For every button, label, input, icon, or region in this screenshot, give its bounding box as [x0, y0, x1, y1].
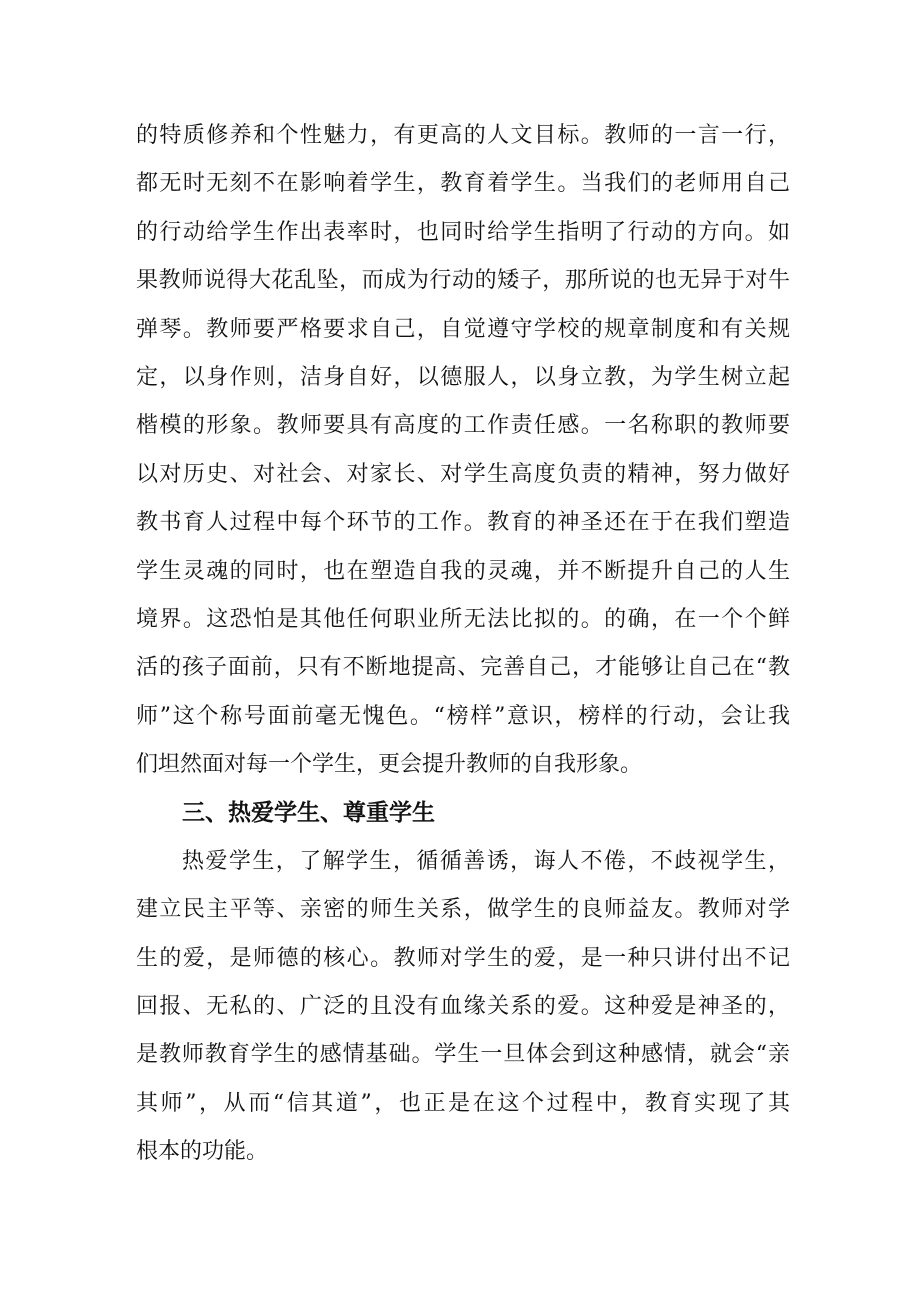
text-line: 果教师说得大花乱坠，而成为行动的矮子，那所说的也无异于对牛 [136, 268, 790, 294]
text-line: 都无时无刻不在影响着学生，教育着学生。当我们的老师用自己 [136, 171, 790, 197]
text-line: 的行动给学生作出表率时，也同时给学生指明了行动的方向。如 [136, 219, 790, 245]
text-line: 活的孩子面前，只有不断地提高、完善自己，才能够让自己在“教 [136, 655, 790, 681]
text-line: 楷模的形象。教师要具有高度的工作责任感。一名称职的教师要 [136, 413, 790, 439]
text-line: 们坦然面对每一个学生，更会提升教师的自我形象。 [136, 752, 643, 778]
text-line: 其师”，从而“信其道”，也正是在这个过程中，教育实现了其 [136, 1090, 790, 1116]
text-line: 热爱学生，了解学生，循循善诱，诲人不倦，不歧视学生， [182, 848, 790, 874]
text-line: 教书育人过程中每个环节的工作。教育的神圣还在于在我们塑造 [136, 510, 790, 536]
text-line: 学生灵魂的同时，也在塑造自我的灵魂，并不断提升自己的人生 [136, 558, 790, 584]
text-line: 回报、无私的、广泛的且没有血缘关系的爱。这种爱是神圣的， [136, 994, 790, 1020]
text-line: 师”这个称号面前毫无愧色。“榜样”意识，榜样的行动，会让我 [136, 703, 790, 729]
text-line: 定，以身作则，洁身自好，以德服人，以身立教，为学生树立起 [136, 364, 790, 390]
text-line: 境界。这恐怕是其他任何职业所无法比拟的。的确，在一个个鲜 [136, 606, 790, 632]
text-line: 以对历史、对社会、对家长、对学生高度负责的精神，努力做好 [136, 461, 790, 487]
text-line: 的特质修养和个性魅力，有更高的人文目标。教师的一言一行， [136, 123, 790, 148]
text-line: 生的爱，是师德的核心。教师对学生的爱，是一种只讲付出不记 [136, 945, 790, 971]
paragraph-continuation [136, 112, 790, 789]
paragraph-love-students [136, 838, 790, 1177]
text-line: 根本的功能。 [136, 1139, 269, 1165]
text-line: 建立民主平等、亲密的师生关系，做学生的良师益友。教师对学 [136, 897, 790, 923]
text-line: 是教师教育学生的感情基础。学生一旦体会到这种感情，就会“亲 [136, 1042, 790, 1068]
section-heading: 三、热爱学生、尊重学生 [182, 800, 435, 827]
text-line: 弹琴。教师要严格要求自己，自觉遵守学校的规章制度和有关规 [136, 316, 790, 342]
document-body [136, 112, 790, 1177]
